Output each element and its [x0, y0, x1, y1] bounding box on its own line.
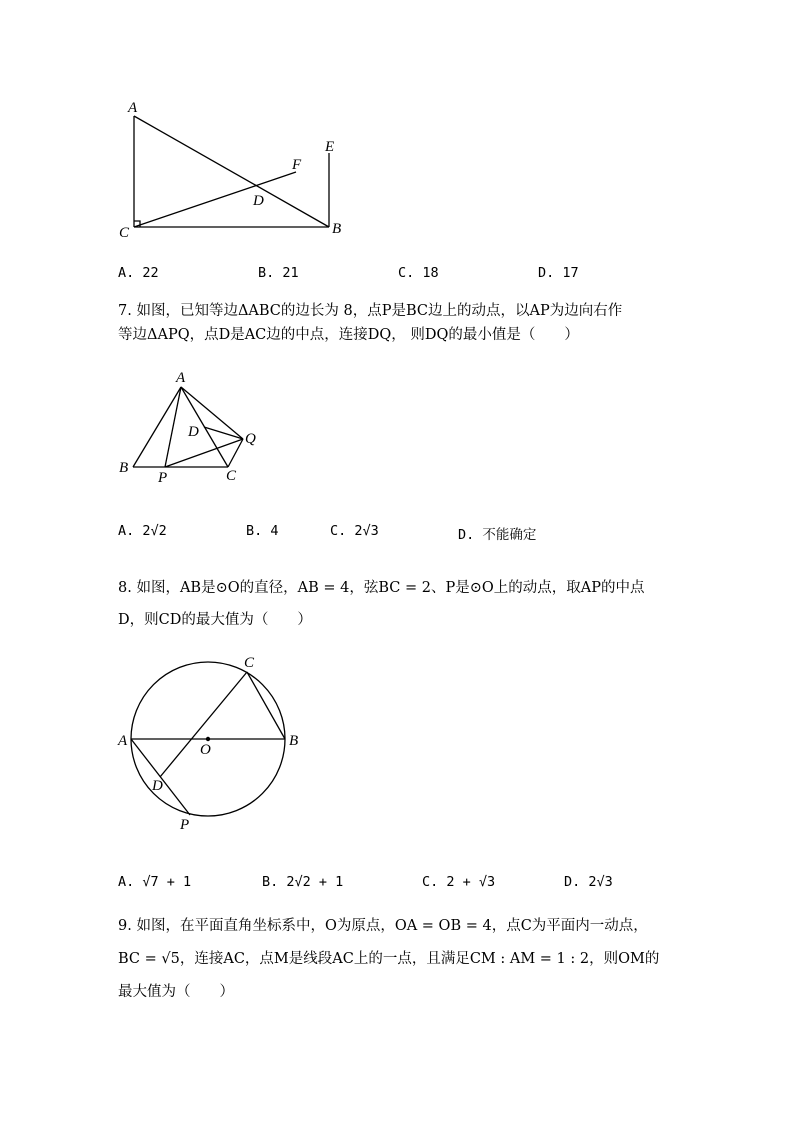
option-d: D. 2√3	[564, 874, 613, 890]
question-9-line-1: 9. 如图，在平面直角坐标系中，O为原点，OA = OB = 4，点C为平面内一动点，	[118, 918, 648, 934]
option-d: D. 不能确定	[458, 527, 537, 543]
label-B: B	[119, 460, 129, 476]
label-D: D	[152, 778, 163, 794]
label-A: A	[118, 733, 128, 749]
option-d: D. 17	[538, 265, 579, 281]
label-Q: Q	[245, 431, 256, 447]
label-D: D	[253, 193, 264, 209]
option-c: C. 2 + √3	[422, 874, 496, 890]
label-P: P	[158, 470, 168, 485]
question-7-line-2: 等边ΔAPQ，点D是AC边的中点，连接DQ， 则DQ的最小值是（ ）	[118, 327, 579, 343]
label-D: D	[188, 424, 199, 440]
option-b: B. 2√2 + 1	[262, 874, 344, 890]
option-a: A. 22	[118, 265, 159, 281]
option-c: C. 18	[398, 265, 439, 281]
label-B: B	[332, 221, 342, 237]
question-8-line-1: 8. 如图，AB是⊙O的直径，AB = 4，弦BC = 2、P是⊙O上的动点，取AP的中点	[118, 580, 645, 596]
label-A: A	[176, 370, 186, 386]
label-O: O	[200, 742, 211, 758]
label-A: A	[128, 100, 138, 116]
label-F: F	[292, 157, 302, 173]
option-b: B. 21	[258, 265, 299, 281]
option-b: B. 4	[246, 523, 279, 539]
label-C: C	[119, 225, 130, 241]
label-P: P	[180, 817, 190, 833]
label-E: E	[325, 139, 335, 155]
figure-2-equilateral-triangles	[110, 365, 270, 485]
label-C: C	[244, 655, 255, 671]
option-a: A. √7 + 1	[118, 874, 192, 890]
question-8-line-2: D，则CD的最大值为（ ）	[118, 612, 312, 628]
label-B: B	[289, 733, 299, 749]
figure-3-circle	[110, 650, 310, 835]
option-a: A. 2√2	[118, 523, 167, 539]
question-7-line-1: 7. 如图，已知等边ΔABC的边长为 8，点P是BC边上的动点，以AP为边向右作	[118, 303, 623, 319]
option-c: C. 2√3	[330, 523, 379, 539]
figure-1-right-triangles	[110, 95, 350, 245]
label-C: C	[226, 468, 237, 484]
question-9-line-3: 最大值为（ ）	[118, 984, 234, 1000]
question-9-line-2: BC = √5，连接AC，点M是线段AC上的一点，且满足CM : AM = 1 : 2，则OM的	[118, 951, 660, 967]
